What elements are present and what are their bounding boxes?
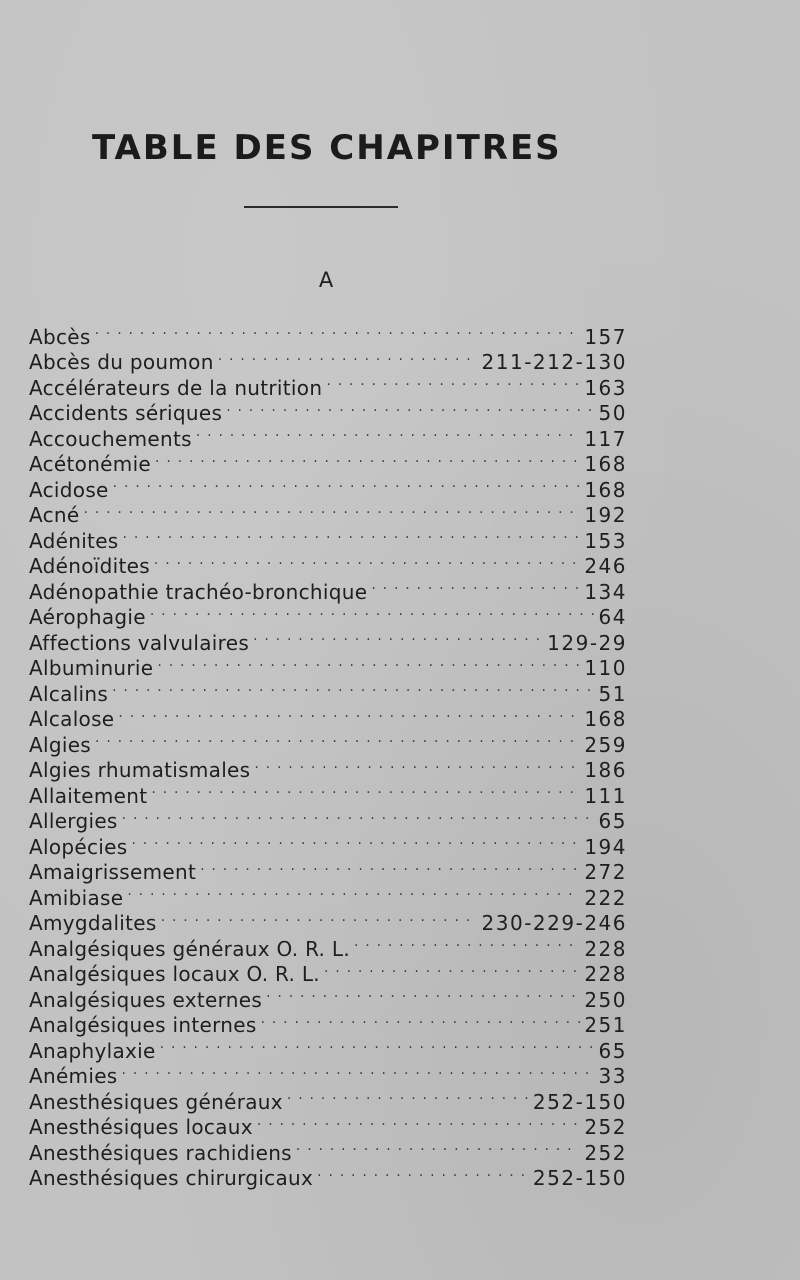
entry-term: Accidents sériques: [29, 401, 223, 425]
index-entry: [29, 828, 627, 859]
entry-term: Algies rhumatismales: [29, 758, 251, 782]
entry-term: Amygdalites: [29, 911, 157, 935]
entry-term: Analgésiques internes: [29, 1013, 257, 1037]
dot-leader: [84, 497, 581, 523]
entry-term: Allaitement: [29, 783, 148, 808]
index-entry: [29, 344, 627, 374]
entry-term: Accélérateurs de la nutrition: [29, 375, 323, 400]
dot-leader: [326, 369, 580, 395]
entry-term: Abcès du poumon: [29, 350, 214, 374]
dot-leader: [150, 599, 595, 625]
index-entry: [29, 1083, 627, 1114]
entry-term: Abcès: [29, 324, 91, 349]
dot-leader: [112, 675, 594, 701]
dot-leader: [157, 650, 580, 676]
index-entry: [29, 471, 627, 502]
entry-term: Anesthésiques locaux: [29, 1115, 253, 1139]
entry-page: 157: [584, 324, 627, 349]
entry-page: 246: [584, 554, 627, 578]
entry-term: Analgésiques locaux O. R. L.: [29, 962, 320, 986]
index-entry: [29, 522, 627, 553]
entry-term: Analgésiques externes: [29, 987, 263, 1012]
dot-leader: [154, 548, 580, 574]
entry-page: 252-150: [532, 1166, 627, 1190]
entry-term: Alcalose: [29, 707, 115, 731]
dot-leader: [296, 1134, 580, 1160]
entry-page: 50: [598, 401, 627, 425]
dot-leader: [324, 956, 580, 982]
entry-page: 51: [598, 681, 627, 706]
entry-page: 134: [584, 579, 627, 604]
entry-page: 111: [584, 783, 627, 808]
entry-term: Alopécies: [29, 834, 128, 859]
entry-term: Affections valvulaires: [29, 630, 250, 655]
dot-leader: [127, 879, 580, 905]
entry-term: Anesthésiques chirurgicaux: [29, 1166, 314, 1190]
dot-leader: [123, 522, 581, 548]
entry-page: 168: [584, 452, 627, 476]
entry-page: 65: [598, 809, 627, 833]
dot-leader: [254, 752, 580, 778]
entry-page: 251: [584, 1013, 627, 1037]
dot-leader: [196, 420, 580, 446]
entry-term: Accouchements: [29, 426, 192, 451]
title-divider: [244, 206, 398, 208]
index-entry: [29, 726, 627, 757]
entry-page: 117: [584, 426, 627, 451]
index-entry: [29, 701, 627, 731]
dot-leader: [257, 1109, 580, 1135]
dot-leader: [253, 624, 543, 650]
dot-leader: [226, 395, 594, 421]
dot-leader: [371, 573, 580, 599]
entry-page: 252: [584, 1115, 627, 1139]
entry-term: Acétonémie: [29, 452, 152, 476]
dot-leader: [354, 930, 580, 956]
dot-leader: [122, 803, 595, 829]
dot-leader: [118, 701, 580, 727]
entry-term: Amaigrissement: [29, 860, 197, 884]
entry-page: 64: [598, 605, 627, 629]
entry-page: 228: [584, 936, 627, 961]
entry-term: Albuminurie: [29, 656, 154, 680]
dot-leader: [261, 1007, 581, 1033]
index-entry: [29, 497, 627, 527]
index-entry: [29, 675, 627, 706]
entry-term: Anémies: [29, 1064, 118, 1088]
entry-page: 163: [584, 375, 627, 400]
entry-page: 194: [584, 834, 627, 859]
entry-term: Allergies: [29, 809, 118, 833]
entry-page: 168: [584, 707, 627, 731]
entry-term: Aérophagie: [29, 605, 146, 629]
entry-term: Adénopathie trachéo-bronchique: [29, 579, 368, 604]
entry-page: 110: [584, 656, 627, 680]
page-title: TABLE DES CHAPITRES: [92, 128, 562, 168]
dot-leader: [151, 777, 580, 803]
entry-term: Anaphylaxie: [29, 1038, 156, 1063]
dot-leader: [161, 905, 478, 931]
dot-leader: [95, 726, 580, 752]
entry-page: 186: [584, 758, 627, 782]
entry-term: Anesthésiques généraux: [29, 1089, 283, 1114]
entry-page: 230-229-246: [481, 911, 627, 935]
entry-term: Algies: [29, 732, 92, 757]
entry-term: Acné: [29, 503, 80, 527]
entry-page: 192: [584, 503, 627, 527]
dot-leader: [122, 1058, 595, 1084]
dot-leader: [287, 1083, 529, 1109]
entry-page: 168: [584, 477, 627, 502]
index-entry: [29, 318, 627, 349]
index-entry: [29, 752, 627, 782]
entry-term: Amibiase: [29, 885, 124, 910]
section-letter: A: [318, 268, 334, 292]
dot-leader: [266, 981, 580, 1007]
entry-page: 33: [598, 1064, 627, 1088]
dot-leader: [131, 828, 580, 854]
index-entry: [29, 548, 627, 578]
dot-leader: [155, 446, 580, 472]
dot-leader: [95, 318, 581, 344]
entry-page: 153: [584, 528, 627, 553]
dot-leader: [317, 1160, 529, 1186]
entry-term: Anesthésiques rachidiens: [29, 1140, 292, 1165]
entry-term: Analgésiques généraux O. R. L.: [29, 936, 350, 961]
dot-leader: [160, 1032, 595, 1058]
entry-term: Adénites: [29, 528, 119, 553]
dot-leader: [200, 854, 580, 880]
entry-page: 252-150: [532, 1089, 627, 1114]
entry-term: Adénoïdites: [29, 554, 150, 578]
entry-page: 222: [584, 885, 627, 910]
entry-page: 252: [584, 1140, 627, 1165]
entry-term: Alcalins: [29, 681, 109, 706]
entry-term: Acidose: [29, 477, 109, 502]
entry-page: 65: [598, 1038, 627, 1063]
dot-leader: [218, 344, 478, 370]
dot-leader: [113, 471, 581, 497]
entry-page: 250: [584, 987, 627, 1012]
entry-page: 129-29: [547, 630, 627, 655]
entry-page: 228: [584, 962, 627, 986]
index-list: [29, 318, 627, 1190]
entry-page: 211-212-130: [481, 350, 627, 374]
entry-page: 259: [584, 732, 627, 757]
entry-page: 272: [584, 860, 627, 884]
